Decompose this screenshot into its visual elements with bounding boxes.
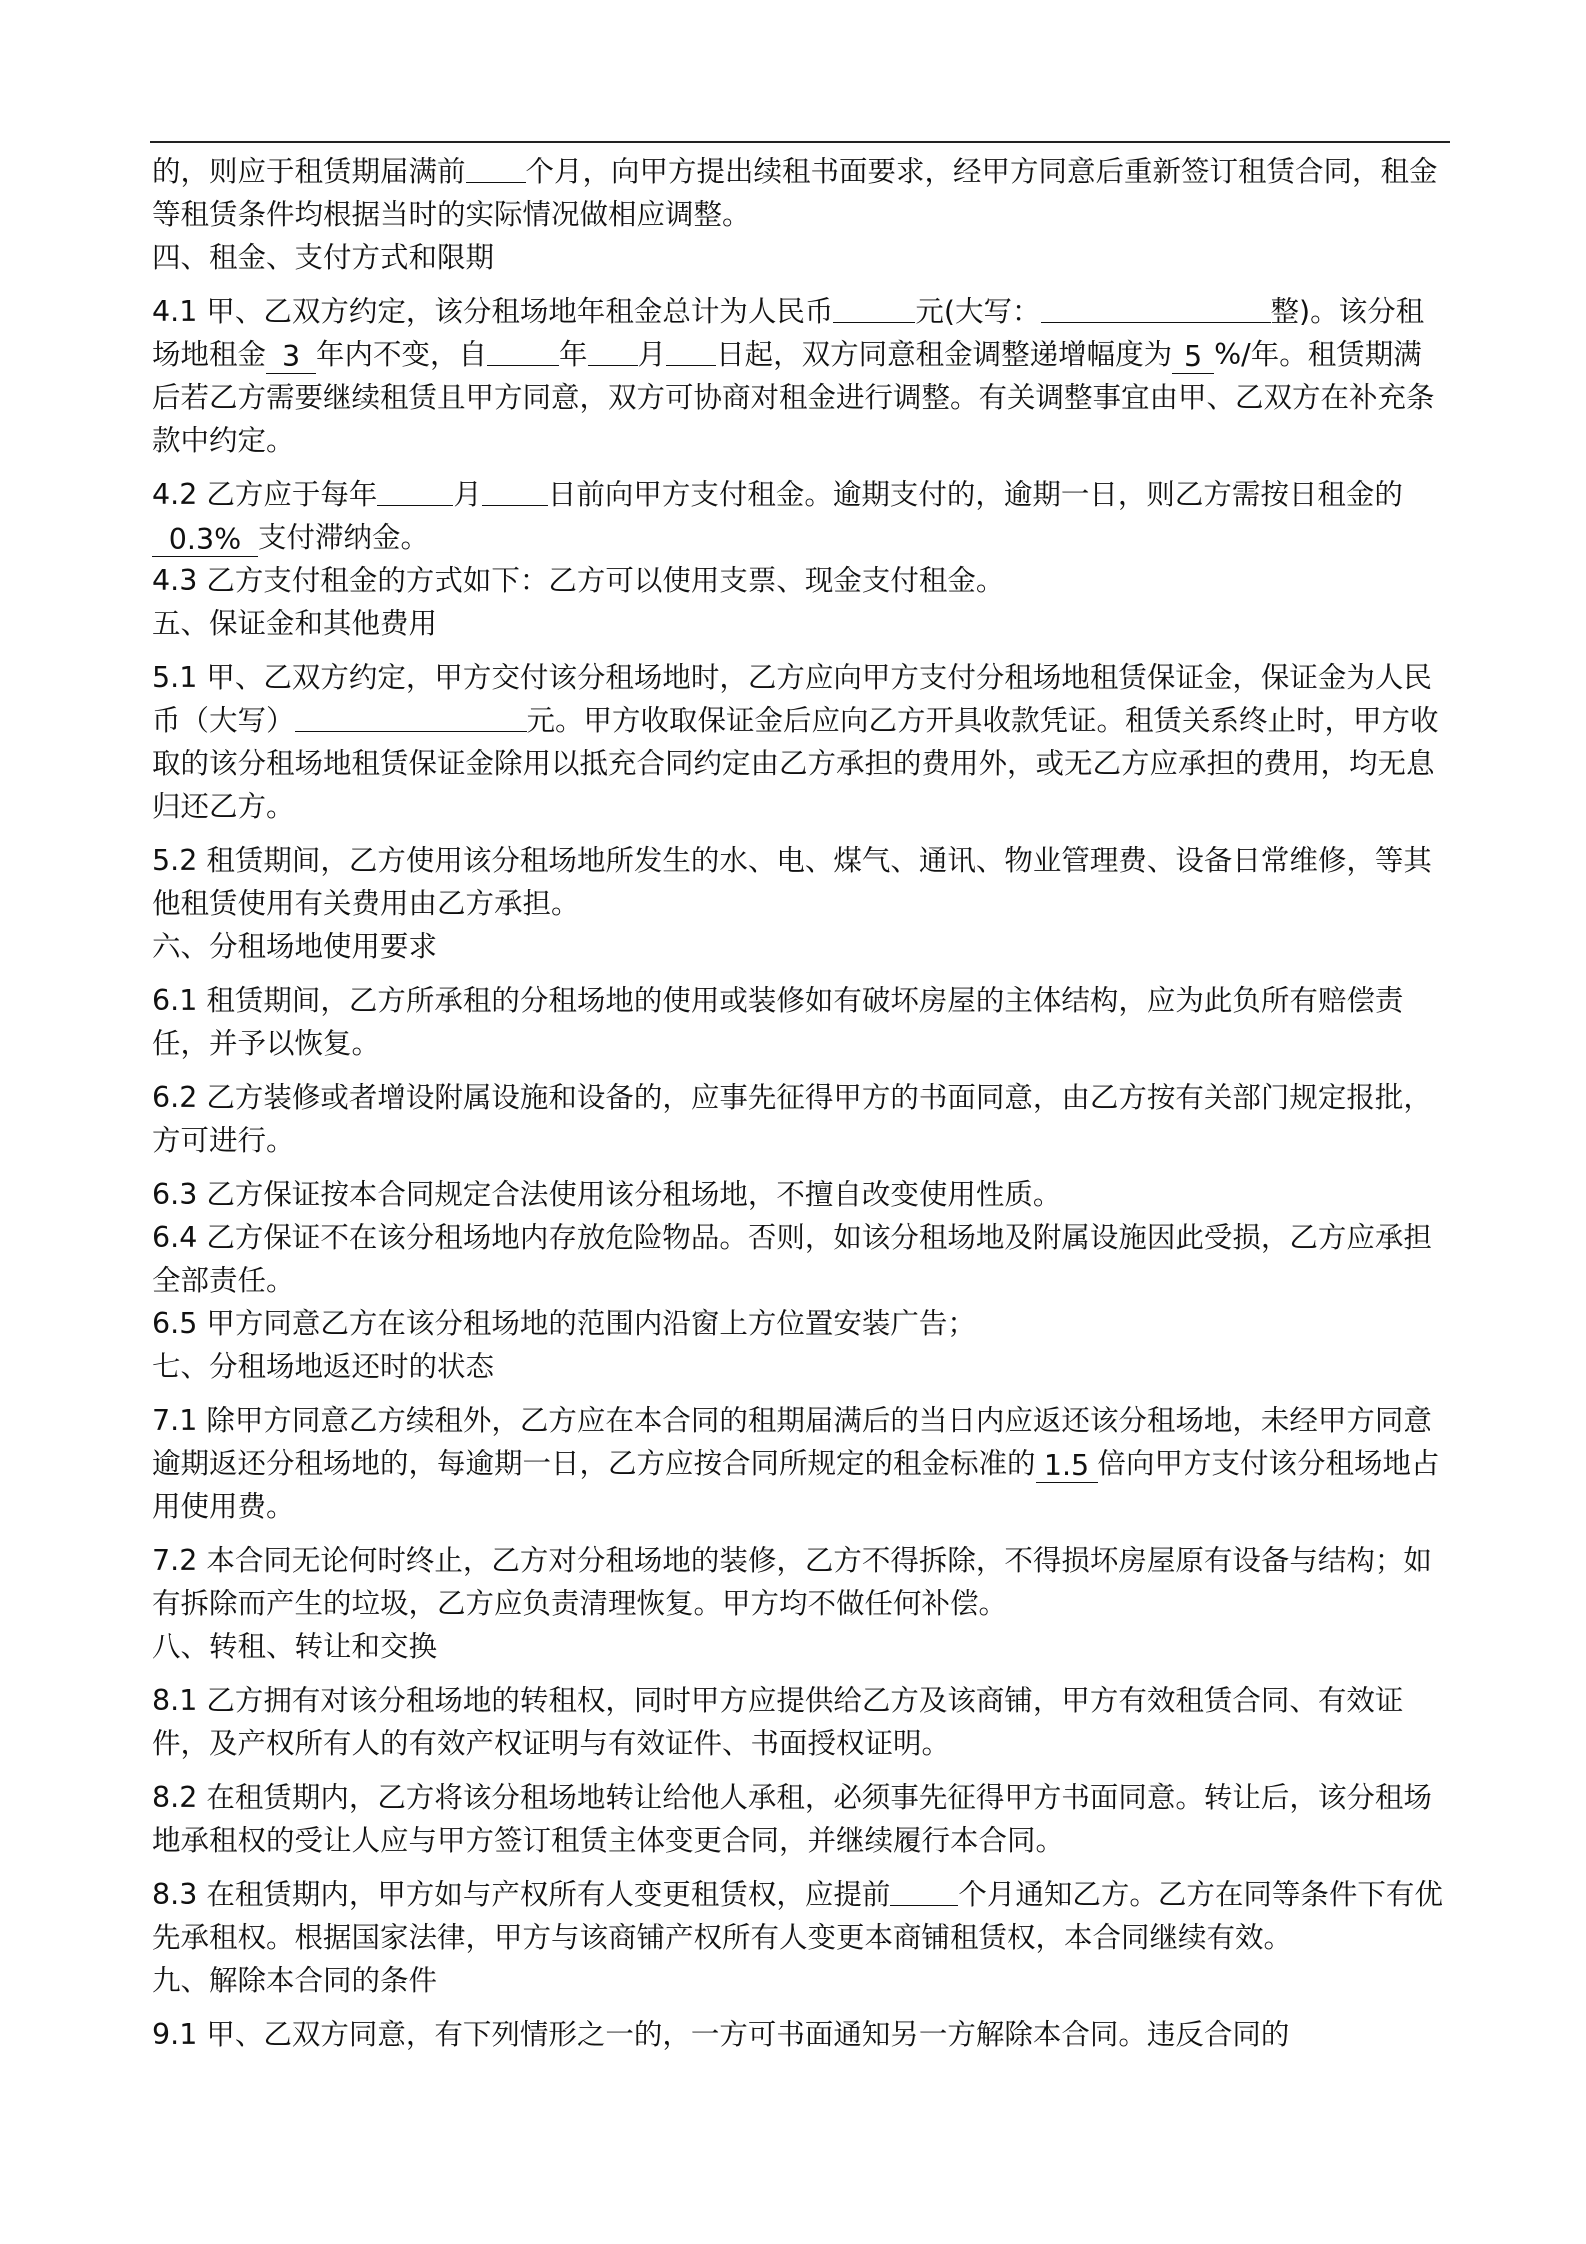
contract-body bbox=[152, 150, 1450, 2056]
clause-6-2: 6.2 乙方装修或者增设附属设施和设备的，应事先征得甲方的书面同意，由乙方按有关部门规定报批，方可进行。 bbox=[152, 1081, 1432, 1157]
clause-8-3: 8.3 在租赁期内，甲方如与产权所有人变更租赁权，应提前 个月通知乙方。乙方在同等条件下有优先承租权。根据国家法律，甲方与该商铺产权所有人变更本商铺租赁权，本合同继续有效。 bbox=[152, 1873, 1450, 1959]
blank-deposit-words[interactable] bbox=[295, 699, 527, 732]
clause-6-1: 6.1 租赁期间，乙方所承租的分租场地的使用或装修如有破坏房屋的主体结构，应为此负所有赔偿责任，并予以恢复。 bbox=[152, 984, 1404, 1060]
late-fee-rate[interactable]: 0.3% bbox=[152, 524, 258, 557]
section-heading-6: 六、分租场地使用要求 bbox=[152, 930, 438, 963]
clause-5-1: 5.1 甲、乙双方约定，甲方交付该分租场地时，乙方应向甲方支付分租场地租赁保证金，保证金为人民币（大写） 元。甲方收取保证金后应向乙方开具收款凭证。租赁关系终止时，甲方收取的该分租场地租赁保证金除用以抵充合同约定由乙方承担的费用外，或无乙方应承担的费用，均无息归还乙方。 bbox=[152, 661, 1439, 823]
section-heading-8: 八、转租、转让和交换 bbox=[152, 1630, 438, 1663]
blank-pay-day[interactable] bbox=[482, 473, 548, 506]
blank-months[interactable] bbox=[466, 150, 526, 183]
blank-rent-words[interactable] bbox=[1041, 290, 1271, 323]
clause-6-3: 6.3 乙方保证按本合同规定合法使用该分租场地，不擅自改变使用性质。 bbox=[152, 1178, 1062, 1211]
clause-7-1: 7.1 除甲方同意乙方续租外，乙方应在本合同的租期届满后的当日内应返还该分租场地，未经甲方同意逾期返还分租场地的，每逾期一日，乙方应按合同所规定的租金标准的 1.5 倍向甲方支付该分租场地占用使用费。 bbox=[152, 1404, 1440, 1523]
clause-4-1: 4.1 甲、乙双方约定，该分租场地年租金总计为人民币 元(大写： 整)。该分租场地租金 3 年内不变，自 年 月 日起，双方同意租金调整递增幅度为 5 %/年。租赁期满后若乙方需要继续租赁且甲方同意，双方可协商对租金进行调整。有关调整事宜由甲、乙双方在补充条款中约定。 bbox=[152, 290, 1450, 462]
clause-7-2: 7.2 本合同无论何时终止，乙方对分租场地的装修，乙方不得拆除，不得损坏房屋原有设备与结构；如有拆除而产生的垃圾，乙方应负责清理恢复。甲方均不做任何补偿。 bbox=[152, 1544, 1432, 1620]
header-rule bbox=[150, 141, 1450, 143]
clause-6-4: 6.4 乙方保证不在该分租场地内存放危险物品。否则，如该分租场地及附属设施因此受损，乙方应承担全部责任。 bbox=[152, 1221, 1432, 1297]
clause-8-1: 8.1 乙方拥有对该分租场地的转租权，同时甲方应提供给乙方及该商铺，甲方有效租赁合同、有效证件，及产权所有人的有效产权证明与有效证件、书面授权证明。 bbox=[152, 1684, 1404, 1760]
paragraph-renewal: 的，则应于租赁期届满前 个月，向甲方提出续租书面要求，经甲方同意后重新签订租赁合同，租金等租赁条件均根据当时的实际情况做相应调整。 bbox=[152, 150, 1450, 236]
section-heading-4: 四、租金、支付方式和限期 bbox=[152, 241, 495, 274]
blank-notice-months[interactable] bbox=[890, 1873, 958, 1906]
rent-fixed-years[interactable]: 3 bbox=[266, 341, 316, 374]
clause-9-1: 9.1 甲、乙双方同意，有下列情形之一的，一方可书面通知另一方解除本合同。违反合同的 bbox=[152, 2018, 1290, 2051]
blank-start-month[interactable] bbox=[588, 333, 638, 366]
blank-start-day[interactable] bbox=[666, 333, 716, 366]
section-heading-7: 七、分租场地返还时的状态 bbox=[152, 1350, 495, 1383]
occupancy-fee-multiplier[interactable]: 1.5 bbox=[1036, 1450, 1098, 1483]
section-heading-5: 五、保证金和其他费用 bbox=[152, 607, 438, 640]
clause-4-2: 4.2 乙方应于每年 月 日前向甲方支付租金。逾期支付的，逾期一日，则乙方需按日租金的0.3% 支付滞纳金。 bbox=[152, 473, 1450, 559]
section-heading-9: 九、解除本合同的条件 bbox=[152, 1964, 438, 1997]
clause-4-3: 4.3 乙方支付租金的方式如下：乙方可以使用支票、现金支付租金。 bbox=[152, 564, 1005, 597]
blank-pay-month[interactable] bbox=[377, 473, 453, 506]
rent-increase-rate[interactable]: 5 bbox=[1172, 341, 1214, 374]
blank-start-year[interactable] bbox=[487, 333, 559, 366]
clause-6-5: 6.5 甲方同意乙方在该分租场地的范围内沿窗上方位置安装广告； bbox=[152, 1307, 976, 1340]
clause-8-2: 8.2 在租赁期内，乙方将该分租场地转让给他人承租，必须事先征得甲方书面同意。转让后，该分租场地承租权的受让人应与甲方签订租赁主体变更合同，并继续履行本合同。 bbox=[152, 1781, 1432, 1857]
clause-5-2: 5.2 租赁期间，乙方使用该分租场地所发生的水、电、煤气、通讯、物业管理费、设备日常维修，等其他租赁使用有关费用由乙方承担。 bbox=[152, 844, 1432, 920]
blank-rent-amount[interactable] bbox=[833, 290, 915, 323]
